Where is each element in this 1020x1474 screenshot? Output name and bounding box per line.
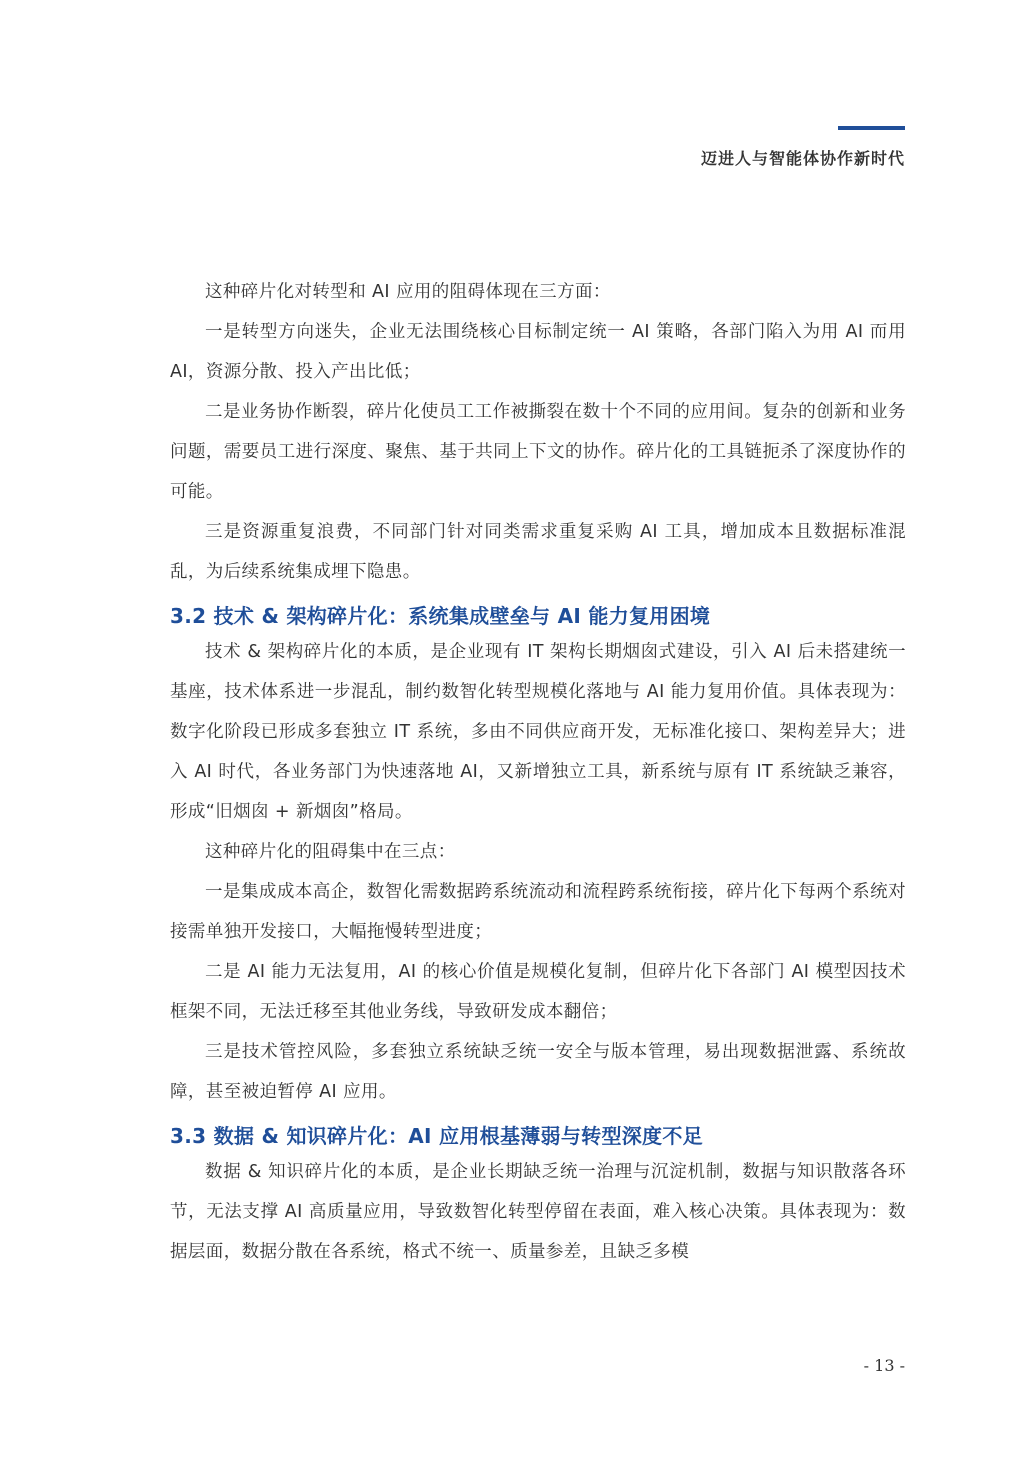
paragraph: 三是资源重复浪费，不同部门针对同类需求重复采购 AI 工具，增加成本且数据标准混乱，为后续系统集成埋下隐患。 — [170, 522, 906, 582]
page-body — [170, 272, 906, 1272]
running-header-title: 迈进人与智能体协作新时代 — [700, 149, 905, 168]
paragraph: 三是技术管控风险，多套独立系统缺乏统一安全与版本管理，易出现数据泄露、系统故障，甚至被迫暂停 AI 应用。 — [170, 1042, 906, 1102]
paragraph: 数据 & 知识碎片化的本质，是企业长期缺乏统一治理与沉淀机制，数据与知识散落各环节，无法支撑 AI 高质量应用，导致数智化转型停留在表面，难入核心决策。具体表现为：数据层面，数据分散在各系统，格式不统一、质量参差，且缺乏多模 — [170, 1162, 906, 1262]
paragraph: 二是业务协作断裂，碎片化使员工工作被撕裂在数十个不同的应用间。复杂的创新和业务问题，需要员工进行深度、聚焦、基于共同上下文的协作。碎片化的工具链扼杀了深度协作的可能。 — [170, 402, 906, 502]
paragraph: 一是转型方向迷失，企业无法围绕核心目标制定统一 AI 策略，各部门陷入为用 AI 而用 AI，资源分散、投入产出比低； — [170, 322, 906, 382]
section-heading-3-2: 3.2 技术 & 架构碎片化：系统集成壁垒与 AI 能力复用困境 — [170, 604, 711, 628]
paragraph: 二是 AI 能力无法复用，AI 的核心价值是规模化复制，但碎片化下各部门 AI 模型因技术框架不同，无法迁移至其他业务线，导致研发成本翻倍； — [170, 962, 906, 1022]
page-number: - 13 - — [863, 1356, 905, 1375]
paragraph: 技术 & 架构碎片化的本质，是企业现有 IT 架构长期烟囱式建设，引入 AI 后未搭建统一基座，技术体系进一步混乱，制约数智化转型规模化落地与 AI 能力复用价值。具体表现为：数字化阶段已形成多套独立 IT 系统，多由不同供应商开发，无标准化接口、架构差异大；进入 AI 时代，各业务部门为快速落地 AI，又新增独立工具，新系统与原有 IT 系统缺乏兼容，形成“旧烟囱 + 新烟囱”格局。 — [170, 642, 906, 822]
paragraph: 这种碎片化对转型和 AI 应用的阻碍体现在三方面： — [205, 282, 611, 302]
section-heading-3-3: 3.3 数据 & 知识碎片化：AI 应用根基薄弱与转型深度不足 — [170, 1124, 703, 1148]
paragraph: 一是集成成本高企，数智化需数据跨系统流动和流程跨系统衔接，碎片化下每两个系统对接需单独开发接口，大幅拖慢转型进度； — [170, 882, 906, 942]
paragraph: 这种碎片化的阻碍集中在三点： — [205, 842, 456, 862]
header-accent-rule — [838, 126, 905, 130]
